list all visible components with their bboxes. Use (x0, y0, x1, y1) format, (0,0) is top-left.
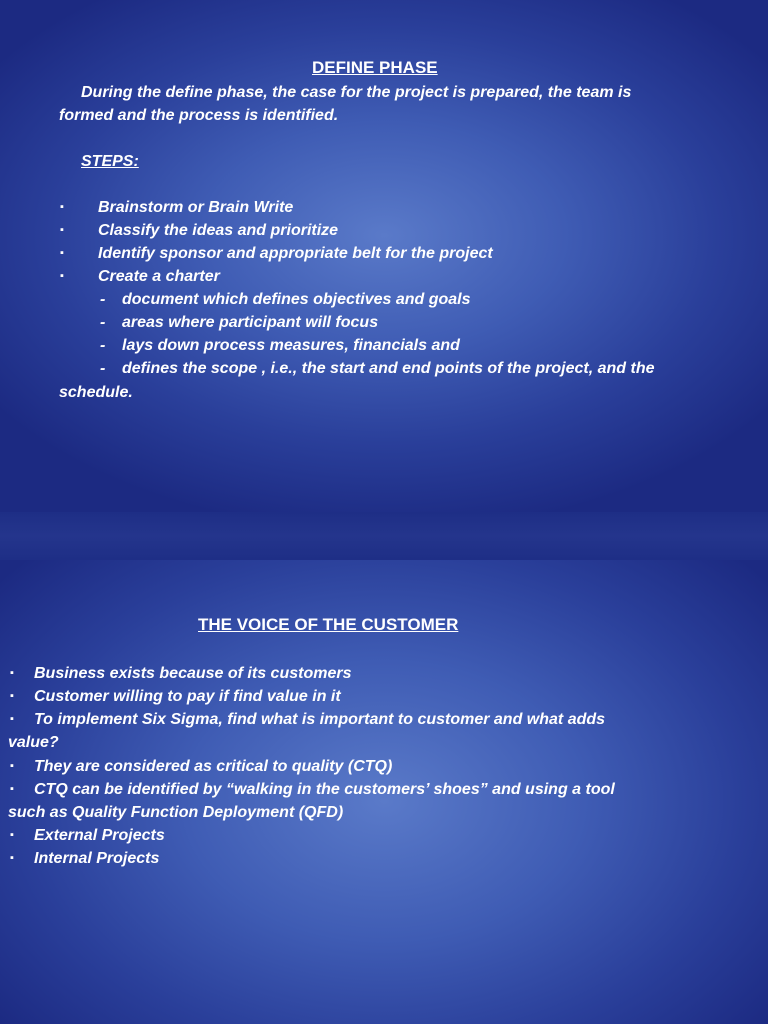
voice-item: Internal Projects (34, 850, 160, 867)
bullet-icon: ▪ (10, 829, 14, 841)
step-item: Brainstorm or Brain Write (98, 199, 294, 216)
voice-item-wrap: such as Quality Function Deployment (QFD) (8, 804, 344, 821)
bullet-icon: ▪ (10, 760, 14, 772)
steps-label: STEPS: (81, 153, 139, 170)
voice-item: To implement Six Sigma, find what is important to customer and what adds (34, 711, 606, 728)
bullet-icon: ▪ (60, 224, 64, 236)
bullet-icon: ▪ (10, 783, 14, 795)
voice-item: Customer willing to pay if find value in it (34, 688, 341, 705)
charter-item-wrap: schedule. (59, 384, 133, 401)
define-phase-title: DEFINE PHASE (312, 58, 438, 77)
step-item: Create a charter (98, 268, 220, 285)
voice-item: Business exists because of its customers (34, 665, 352, 682)
bullet-icon: ▪ (10, 852, 14, 864)
voice-title: THE VOICE OF THE CUSTOMER (198, 615, 459, 634)
bullet-icon: ▪ (60, 270, 64, 282)
step-item: Identify sponsor and appropriate belt for the project (98, 245, 493, 262)
slide-divider (0, 512, 768, 560)
dash-icon: - (100, 291, 106, 308)
charter-item: document which defines objectives and goals (122, 291, 471, 308)
bullet-icon: ▪ (10, 690, 14, 702)
step-item: Classify the ideas and prioritize (98, 222, 339, 239)
intro-line-2: formed and the process is identified. (59, 107, 339, 124)
charter-item: defines the scope , i.e., the start and end points of the project, and the (122, 360, 655, 377)
voice-item: External Projects (34, 827, 165, 844)
voice-item: CTQ can be identified by “walking in the customers’ shoes” and using a tool (34, 781, 615, 798)
voice-of-customer-slide (0, 560, 768, 1024)
bullet-icon: ▪ (10, 713, 14, 725)
intro-line-1: During the define phase, the case for the project is prepared, the team is (81, 84, 632, 101)
dash-icon: - (100, 360, 106, 377)
bullet-icon: ▪ (10, 667, 14, 679)
voice-item-wrap: value? (8, 734, 59, 751)
dash-icon: - (100, 337, 106, 354)
charter-item: areas where participant will focus (122, 314, 379, 331)
bullet-icon: ▪ (60, 201, 64, 213)
charter-item: lays down process measures, financials and (122, 337, 460, 354)
dash-icon: - (100, 314, 106, 331)
voice-item: They are considered as critical to quality (CTQ) (34, 758, 393, 775)
bullet-icon: ▪ (60, 247, 64, 259)
